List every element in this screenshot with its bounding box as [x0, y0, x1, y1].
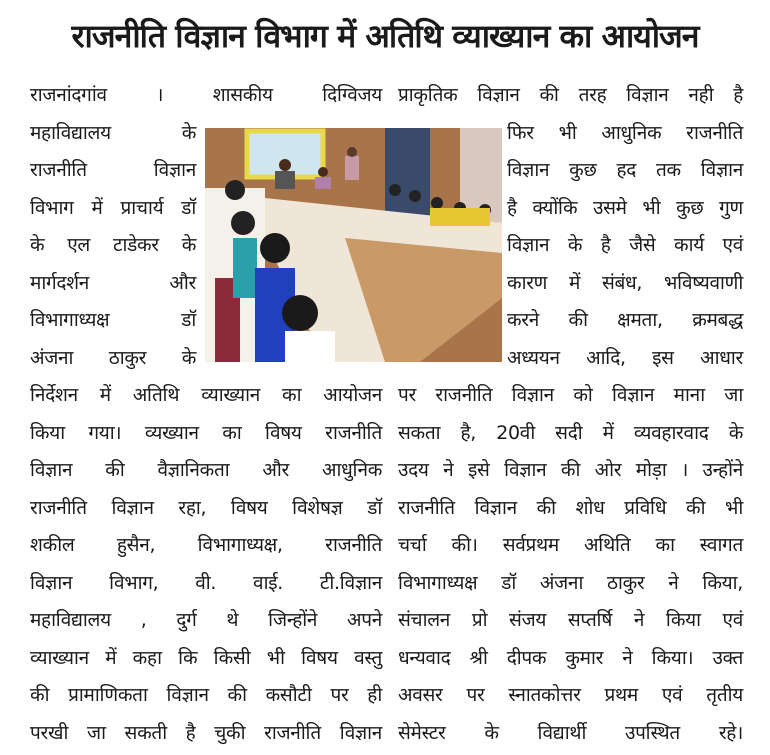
text-line: की प्रामाणिकता विज्ञान की कसौटी पर ही	[30, 684, 382, 706]
text-line: चर्चा की। सर्वप्रथम अथिति का स्वागत	[398, 534, 743, 556]
text-line: विज्ञान विभाग, वी. वाई. टी.विज्ञान	[30, 572, 382, 594]
text-line: राजनांदगांव । शासकीय दिग्विजय	[30, 84, 382, 106]
text-line: निर्देशन में अतिथि व्याख्यान का आयोजन	[30, 384, 382, 406]
text-line: अवसर पर स्नातकोत्तर प्रथम एवं तृतीय	[398, 684, 743, 706]
text-line: राजनीति विज्ञान रहा, विषय विशेषज्ञ डॉ	[30, 497, 382, 519]
text-line: विभागाध्यक्ष डॉ अंजना ठाकुर ने किया,	[398, 572, 743, 594]
text-line: विज्ञान कुछ हद तक विज्ञान	[507, 159, 743, 181]
lecture-hall-photo-illustration	[205, 128, 502, 362]
text-line: विभाग में प्राचार्य डॉ	[30, 197, 196, 219]
text-line: कारण में संबंध, भविष्यवाणी	[507, 272, 743, 294]
text-line: किया गया। व्यख्यान का विषय राजनीति	[30, 422, 382, 444]
text-line: महाविद्यालय , दुर्ग थे जिन्होंने अपने	[30, 609, 382, 631]
text-line: परखी जा सकती है चुकी राजनीति विज्ञान	[30, 722, 382, 744]
text-line: मार्गदर्शन और	[30, 272, 196, 294]
text-line: सेमेस्टर के विद्यार्थी उपस्थित रहे।	[398, 722, 743, 744]
text-line: उदय ने इसे विज्ञान की ओर मोड़ा । उन्होंने	[398, 459, 743, 481]
text-line: व्याख्यान में कहा कि किसी भी विषय वस्तु	[30, 647, 382, 669]
text-line: सकता है, 20वी सदी में व्यवहारवाद के	[398, 422, 743, 444]
text-line: पर राजनीति विज्ञान को विज्ञान माना जा	[398, 384, 743, 406]
text-line: अध्ययन आदि, इस आधार	[507, 347, 743, 369]
text-line: विज्ञान के है जैसे कार्य एवं	[507, 234, 743, 256]
text-line: राजनीति विज्ञान की शोध प्रविधि की भी	[398, 497, 743, 519]
text-line: फिर भी आधुनिक राजनीति	[507, 122, 743, 144]
text-line: शकील हुसैन, विभागाध्यक्ष, राजनीति	[30, 534, 382, 556]
text-line: विभागाध्यक्ष डॉ	[30, 309, 196, 331]
text-line: राजनीति विज्ञान	[30, 159, 196, 181]
text-line: के एल टाडेकर के	[30, 234, 196, 256]
text-line: करने की क्षमता, क्रमबद्ध	[507, 309, 743, 331]
text-line: प्राकृतिक विज्ञान की तरह विज्ञान नही है	[398, 84, 743, 106]
event-photo	[205, 128, 502, 362]
text-line: संचालन प्रो संजय सप्तर्षि ने किया एवं	[398, 609, 743, 631]
text-line: अंजना ठाकुर के	[30, 347, 196, 369]
text-line: महाविद्यालय के	[30, 122, 196, 144]
headline: राजनीति विज्ञान विभाग में अतिथि व्याख्यान का आयोजन	[71, 17, 699, 55]
text-line: है क्योंकि उसमे भी कुछ गुण	[507, 197, 743, 219]
text-line: विज्ञान की वैज्ञानिकता और आधुनिक	[30, 459, 382, 481]
text-line: धन्यवाद श्री दीपक कुमार ने किया। उक्त	[398, 647, 743, 669]
